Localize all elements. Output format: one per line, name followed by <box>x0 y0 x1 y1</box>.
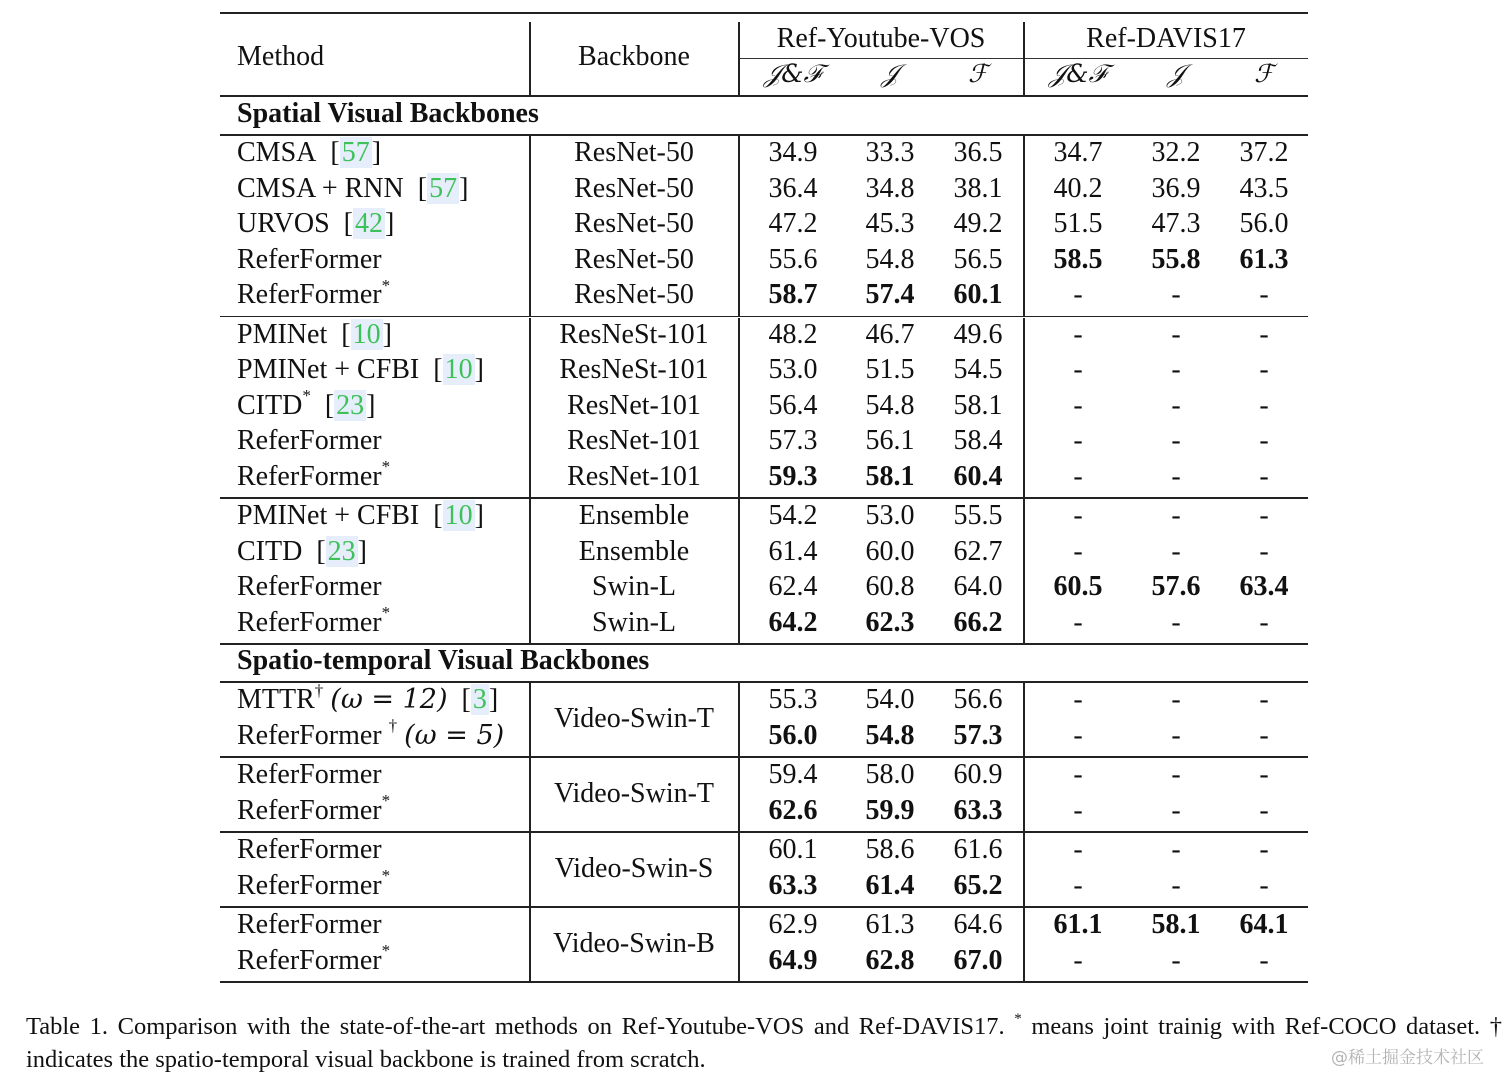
metric-value: 54.8 <box>865 719 915 751</box>
metric-value: 60.8 <box>865 571 915 602</box>
method-cell <box>237 243 382 277</box>
method-superscript: * <box>381 941 391 961</box>
column-divider <box>738 833 740 906</box>
citation-link: 10 <box>444 500 473 531</box>
metric-value: - <box>1073 354 1083 385</box>
metric-value: 51.5 <box>865 354 915 385</box>
method-cell: PMINet [10] <box>237 318 392 350</box>
metric-f-ytvos: ℱ <box>968 59 988 88</box>
metric-value: 37.2 <box>1239 137 1289 168</box>
metric-value: 63.4 <box>1239 571 1289 602</box>
metric-value: - <box>1073 869 1083 901</box>
column-divider <box>529 683 531 756</box>
method-name: ReferFormer <box>237 425 382 456</box>
citation-link: 57 <box>341 137 370 168</box>
metric-value: 58.5 <box>1053 243 1103 275</box>
caption-text: Comparison with the state-of-the-art methods on Ref-Youtube-VOS and Ref-DAVIS17. <box>108 1013 1015 1040</box>
metric-value: 57.3 <box>768 425 818 456</box>
metric-value: - <box>1171 279 1181 310</box>
metric-value: 61.6 <box>953 834 1003 865</box>
metric-value: 47.2 <box>768 208 818 239</box>
metric-value: - <box>1073 759 1083 790</box>
metric-value: - <box>1259 834 1269 865</box>
metric-value: 48.2 <box>768 318 818 350</box>
method-name: ReferFormer <box>237 460 382 492</box>
metric-value: 62.4 <box>768 571 818 602</box>
method-cell <box>237 716 505 753</box>
method-header: Method <box>237 41 325 72</box>
metric-value: - <box>1171 606 1181 638</box>
method-cell <box>237 866 391 903</box>
metric-value: 59.4 <box>768 759 818 790</box>
metric-value: 64.9 <box>768 944 818 976</box>
backbone-cell: ResNet-101 <box>567 389 701 421</box>
method-name: CMSA <box>237 137 317 168</box>
column-divider <box>738 136 740 316</box>
metric-value: 40.2 <box>1053 172 1103 204</box>
metric-value: - <box>1259 279 1269 310</box>
metric-value: - <box>1259 500 1269 531</box>
method-cell: CITD [23] <box>237 535 367 567</box>
method-cell: CMSA + RNN [57] <box>237 172 469 204</box>
metric-value: 55.6 <box>768 243 818 275</box>
metric-value: 55.3 <box>768 684 818 715</box>
metric-value: 64.0 <box>953 571 1003 602</box>
metric-value: 51.5 <box>1053 208 1103 239</box>
group-header-davis: Ref-DAVIS17 <box>1086 23 1246 54</box>
metric-value: - <box>1259 944 1269 976</box>
metric-value: 54.8 <box>865 243 915 275</box>
method-name: URVOS <box>237 208 330 239</box>
backbone-cell: Swin-L <box>592 606 676 638</box>
method-name: ReferFormer <box>237 944 382 976</box>
metric-value: 38.1 <box>953 172 1003 204</box>
metric-value: 58.6 <box>865 834 915 865</box>
results-table <box>220 0 1308 1092</box>
method-superscript: * <box>381 791 391 811</box>
metric-value: 34.9 <box>768 137 818 168</box>
metric-value: 58.1 <box>953 389 1003 421</box>
method-cell: CMSA [57] <box>237 137 382 168</box>
backbone-cell: Ensemble <box>578 500 690 531</box>
metric-value: 61.4 <box>768 535 818 567</box>
metric-value: - <box>1073 719 1083 751</box>
metric-value: 58.0 <box>865 759 915 790</box>
metric-jf-ytvos: 𝒥&ℱ <box>764 59 822 88</box>
top-rule <box>220 12 1308 14</box>
method-cell: PMINet + CFBI [10] <box>237 500 484 531</box>
metric-j-ytvos: 𝒥 <box>881 59 899 88</box>
metric-value: 60.1 <box>953 279 1003 310</box>
backbone-cell: ResNet-101 <box>567 460 701 492</box>
method-superscript: * <box>381 275 391 295</box>
citation-link: 23 <box>336 389 365 421</box>
metric-jf-davis: 𝒥&ℱ <box>1049 59 1107 88</box>
metric-j-davis: 𝒥 <box>1167 59 1185 88</box>
backbone-cell: ResNeSt-101 <box>559 318 709 350</box>
metric-value: 33.3 <box>865 137 915 168</box>
metric-value: - <box>1073 389 1083 421</box>
metric-value: - <box>1073 318 1083 350</box>
metric-value: 43.5 <box>1239 172 1289 204</box>
backbone-cell: Video-Swin-T <box>553 777 715 809</box>
method-superscript: * <box>381 457 391 477</box>
method-name: ReferFormer <box>237 719 389 751</box>
metric-value: 34.7 <box>1053 137 1103 168</box>
caption-label: Table 1. <box>26 1013 109 1040</box>
metric-value: 61.4 <box>865 869 915 901</box>
metric-value: 47.3 <box>1151 208 1201 239</box>
metric-value: - <box>1171 318 1181 350</box>
watermark: @稀土掘金技术社区 <box>1331 1048 1484 1068</box>
method-cell: PMINet + CFBI [10] <box>237 354 484 385</box>
metric-value: 54.5 <box>953 354 1003 385</box>
metric-value: 57.3 <box>953 719 1003 751</box>
metric-value: - <box>1171 869 1181 901</box>
citation-link: 57 <box>429 172 458 204</box>
metric-value: 36.4 <box>768 172 818 204</box>
metric-value: 62.3 <box>865 606 915 638</box>
column-divider <box>1023 833 1025 906</box>
method-name: ReferFormer <box>237 243 382 275</box>
method-cell <box>237 457 391 494</box>
metric-value: - <box>1073 500 1083 531</box>
metric-value: - <box>1073 794 1083 826</box>
metric-value: - <box>1259 460 1269 492</box>
metric-value: 64.2 <box>768 606 818 638</box>
metric-value: - <box>1073 460 1083 492</box>
metric-value: 55.5 <box>953 500 1003 531</box>
column-divider <box>529 499 531 643</box>
metric-value: 64.1 <box>1239 909 1289 940</box>
column-divider <box>529 758 531 831</box>
column-divider <box>529 22 531 95</box>
metric-value: - <box>1259 389 1269 421</box>
metric-value: 53.0 <box>768 354 818 385</box>
metric-value: 56.0 <box>1239 208 1289 239</box>
backbone-cell: Video-Swin-T <box>553 702 715 734</box>
column-divider <box>1023 136 1025 316</box>
column-divider <box>529 833 531 906</box>
method-name: CITD <box>237 535 303 567</box>
metric-value: 59.3 <box>768 460 818 492</box>
metric-value: 54.0 <box>865 684 915 715</box>
metric-value: 45.3 <box>865 208 915 239</box>
column-divider <box>529 136 531 316</box>
column-divider <box>738 22 740 95</box>
method-name: ReferFormer <box>237 869 382 901</box>
metric-value: - <box>1073 606 1083 638</box>
method-name: PMINet <box>237 318 328 350</box>
metric-value: 55.8 <box>1151 243 1201 275</box>
backbone-cell: ResNet-50 <box>574 137 694 168</box>
metric-value: 56.4 <box>768 389 818 421</box>
method-cell <box>237 424 382 458</box>
metric-value: 62.7 <box>953 535 1003 567</box>
column-divider <box>1023 908 1025 981</box>
backbone-cell: ResNeSt-101 <box>559 354 709 385</box>
metric-value: 60.0 <box>865 535 915 567</box>
metric-value: 63.3 <box>953 794 1003 826</box>
method-name: MTTR <box>237 684 315 715</box>
metric-value: - <box>1171 794 1181 826</box>
metric-value: - <box>1171 535 1181 567</box>
method-name: ReferFormer <box>237 279 382 310</box>
table-caption <box>26 1010 1502 1076</box>
metric-value: - <box>1259 535 1269 567</box>
metric-value: 36.5 <box>953 137 1003 168</box>
backbone-cell: Ensemble <box>578 535 690 567</box>
metric-value: 56.6 <box>953 684 1003 715</box>
section-title: Spatial Visual Backbones <box>237 98 539 129</box>
citation-link: 42 <box>355 208 383 239</box>
backbone-cell: ResNet-50 <box>574 172 694 204</box>
method-cell: URVOS [42] <box>237 208 395 239</box>
metric-value: 58.4 <box>953 425 1003 456</box>
metric-value: 49.2 <box>953 208 1003 239</box>
method-name: ReferFormer <box>237 571 382 602</box>
backbone-header: Backbone <box>578 41 690 72</box>
method-name: ReferFormer <box>237 909 382 940</box>
metric-value: 54.2 <box>768 500 818 531</box>
metric-value: 65.2 <box>953 869 1003 901</box>
method-cell: CITD* [23] <box>237 386 376 421</box>
method-name: ReferFormer <box>237 794 382 826</box>
metric-value: 57.4 <box>865 279 915 310</box>
method-cell <box>237 908 382 942</box>
method-cell <box>237 570 382 604</box>
metric-value: 56.5 <box>953 243 1003 275</box>
metric-value: 61.3 <box>865 909 915 940</box>
metric-value: 62.8 <box>865 944 915 976</box>
metric-value: 66.2 <box>953 606 1003 638</box>
metric-value: 58.1 <box>865 460 915 492</box>
table-rule <box>220 756 1308 758</box>
metric-value: - <box>1259 719 1269 751</box>
citation-link: 23 <box>327 535 356 567</box>
method-cell <box>237 603 391 640</box>
method-name: ReferFormer <box>237 759 382 790</box>
column-divider <box>529 318 531 498</box>
column-divider <box>1023 683 1025 756</box>
metric-value: - <box>1259 794 1269 826</box>
metric-value: 64.6 <box>953 909 1003 940</box>
metric-value: - <box>1171 500 1181 531</box>
group-header-ytvos: Ref-Youtube-VOS <box>776 23 986 54</box>
metric-value: - <box>1171 354 1181 385</box>
metric-value: 54.8 <box>865 389 915 421</box>
column-divider <box>738 758 740 831</box>
table-rule <box>220 981 1308 983</box>
metric-value: - <box>1259 869 1269 901</box>
method-name: PMINet + CFBI <box>237 500 420 531</box>
metric-value: 58.1 <box>1151 909 1201 940</box>
table-rule <box>220 831 1308 833</box>
metric-value: 60.9 <box>953 759 1003 790</box>
backbone-cell: Video-Swin-S <box>554 852 714 884</box>
window-size: (ω = 12) <box>330 684 448 715</box>
column-divider <box>738 318 740 498</box>
metric-value: 62.6 <box>768 794 818 826</box>
column-divider <box>738 683 740 756</box>
caption-star: * <box>1014 1010 1022 1027</box>
method-cell <box>237 791 391 828</box>
metric-value: 46.7 <box>865 318 915 350</box>
method-superscript: * <box>381 603 391 623</box>
metric-value: - <box>1259 684 1269 715</box>
metric-value: - <box>1073 834 1083 865</box>
metric-value: 60.4 <box>953 460 1003 492</box>
citation-link: 10 <box>352 318 381 350</box>
metric-value: 61.1 <box>1053 909 1103 940</box>
metric-value: - <box>1073 944 1083 976</box>
method-name: PMINet + CFBI <box>237 354 420 385</box>
backbone-cell: Swin-L <box>592 571 676 602</box>
metric-value: 67.0 <box>953 944 1003 976</box>
metric-value: - <box>1171 834 1181 865</box>
caption-text-rest: means joint trainig with Ref-COCO dataset. † indicates the spatio-temporal visual backbone is trained from scratch. <box>26 1013 1502 1073</box>
metric-value: 57.6 <box>1151 571 1201 602</box>
method-name: ReferFormer <box>237 834 382 865</box>
metric-value: 60.1 <box>768 834 818 865</box>
metric-value: 58.7 <box>768 279 818 310</box>
backbone-cell: ResNet-50 <box>574 243 694 275</box>
method-name: ReferFormer <box>237 606 382 638</box>
metric-value: 49.6 <box>953 318 1003 350</box>
metric-value: 56.1 <box>865 425 915 456</box>
backbone-cell: Video-Swin-B <box>553 927 715 959</box>
metric-value: 61.3 <box>1239 243 1289 275</box>
method-superscript: † <box>388 716 398 736</box>
metric-f-davis: ℱ <box>1254 59 1274 88</box>
method-superscript: † <box>314 680 324 700</box>
method-name: CITD <box>237 389 303 421</box>
backbone-cell: ResNet-50 <box>574 208 694 239</box>
method-cell <box>237 275 391 312</box>
metric-value: - <box>1171 460 1181 492</box>
metric-value: - <box>1259 425 1269 456</box>
method-superscript: * <box>302 386 311 406</box>
metric-value: 62.9 <box>768 909 818 940</box>
metric-value: - <box>1171 425 1181 456</box>
table-rule <box>220 906 1308 908</box>
column-divider <box>1023 499 1025 643</box>
metric-value: - <box>1171 944 1181 976</box>
method-cell <box>237 941 391 978</box>
metric-value: - <box>1171 759 1181 790</box>
method-name: CMSA + RNN <box>237 172 404 204</box>
metric-value: - <box>1171 719 1181 751</box>
metric-value: 60.5 <box>1053 571 1103 602</box>
backbone-cell: ResNet-50 <box>574 279 694 310</box>
backbone-cell: ResNet-101 <box>567 425 701 456</box>
citation-link: 3 <box>472 684 487 715</box>
metric-value: - <box>1073 425 1083 456</box>
window-size: (ω = 5) <box>404 719 505 751</box>
metric-value: - <box>1259 318 1269 350</box>
column-divider <box>1023 318 1025 498</box>
column-divider <box>529 908 531 981</box>
method-cell <box>237 758 382 792</box>
metric-value: - <box>1259 759 1269 790</box>
metric-value: - <box>1073 535 1083 567</box>
metric-value: 63.3 <box>768 869 818 901</box>
section-title: Spatio-temporal Visual Backbones <box>237 645 650 676</box>
metric-value: 32.2 <box>1151 137 1201 168</box>
column-divider <box>738 499 740 643</box>
metric-value: 56.0 <box>768 719 818 751</box>
metric-value: - <box>1259 606 1269 638</box>
column-divider <box>738 908 740 981</box>
method-cell <box>237 833 382 867</box>
column-divider <box>1023 758 1025 831</box>
metric-value: 53.0 <box>865 500 915 531</box>
method-cell: MTTR† (ω = 12) [3] <box>237 680 499 715</box>
metric-value: - <box>1073 684 1083 715</box>
metric-value: 34.8 <box>865 172 915 204</box>
metric-value: - <box>1259 354 1269 385</box>
metric-value: 59.9 <box>865 794 915 826</box>
method-superscript: * <box>381 866 391 886</box>
citation-link: 10 <box>444 354 473 385</box>
metric-value: - <box>1171 389 1181 421</box>
metric-value: - <box>1171 684 1181 715</box>
table-rule <box>220 134 1308 136</box>
metric-value: - <box>1073 279 1083 310</box>
metric-value: 36.9 <box>1151 172 1201 204</box>
column-divider <box>1023 22 1025 95</box>
